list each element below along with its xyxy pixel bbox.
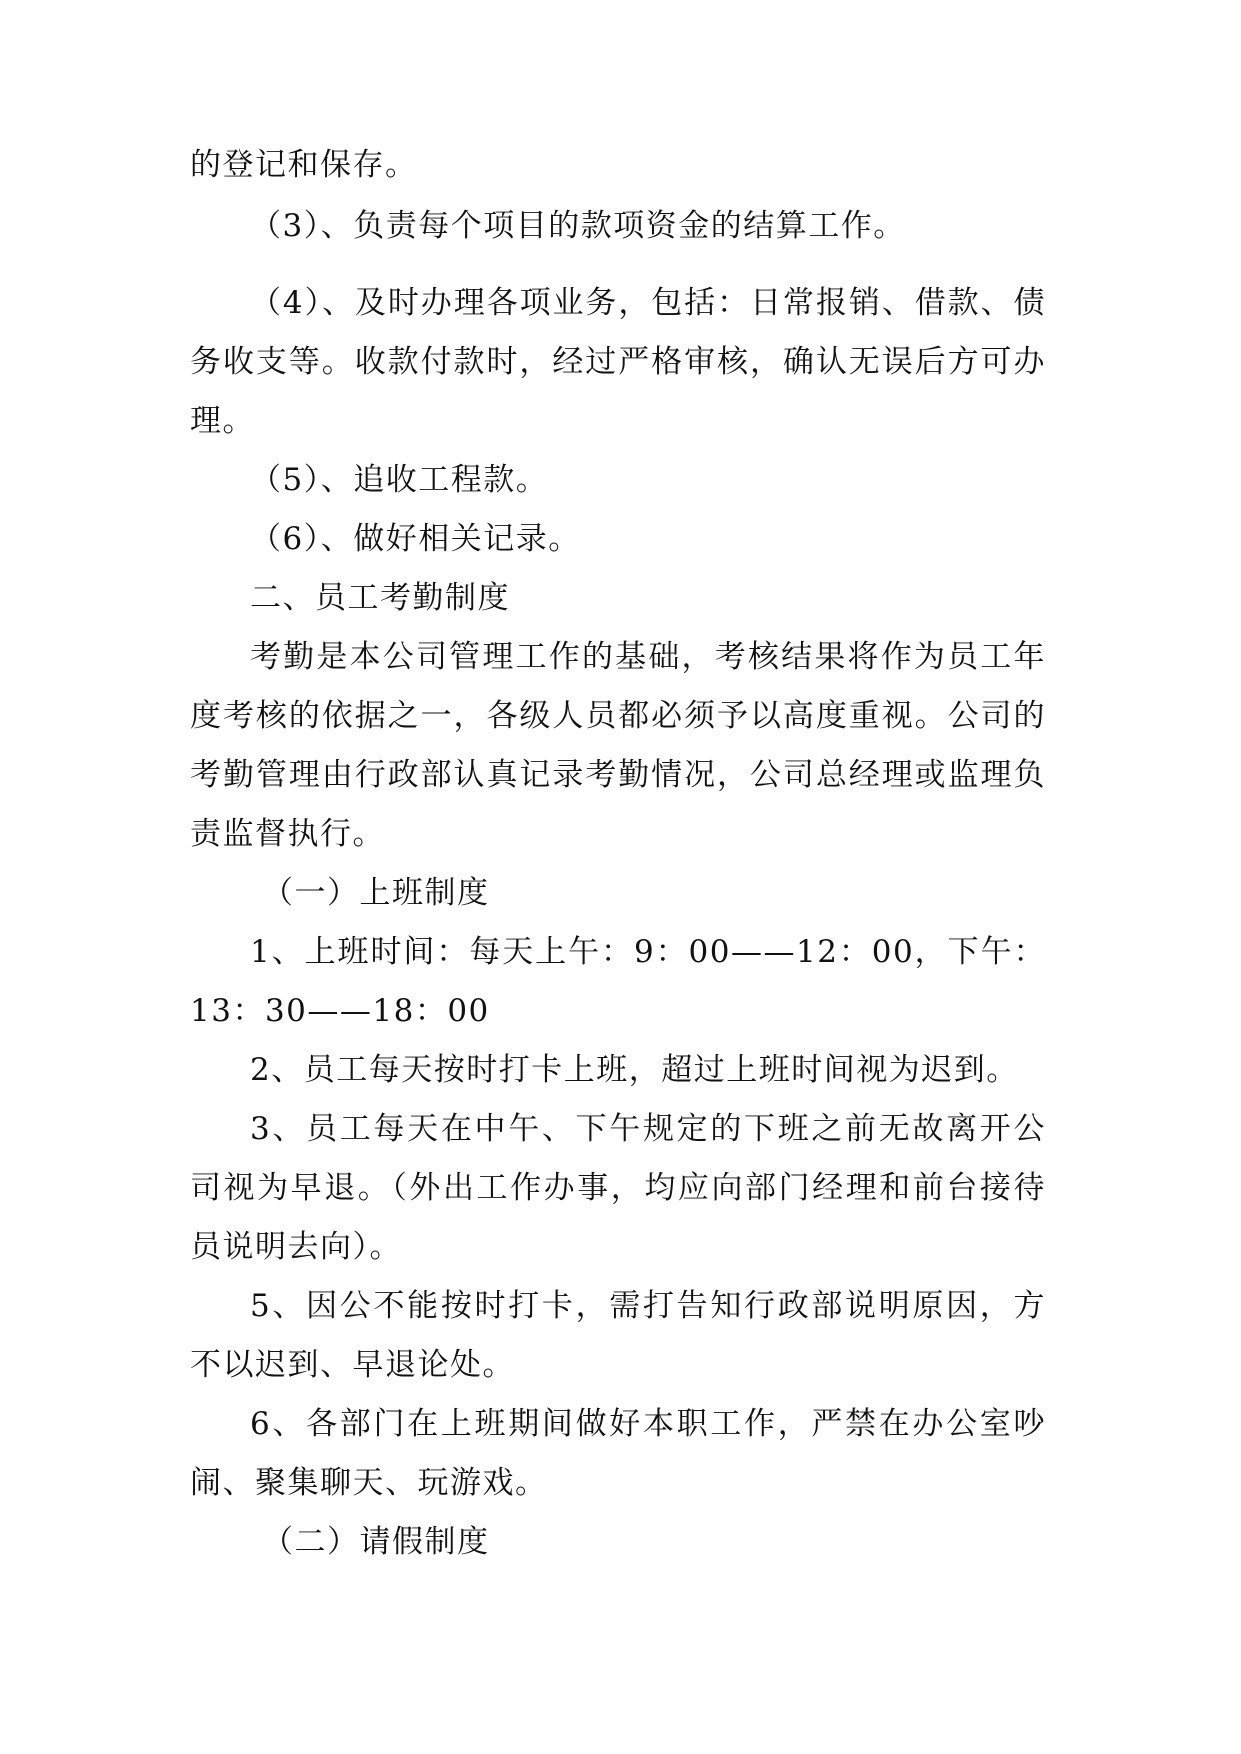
text-line: 理。 bbox=[190, 403, 255, 439]
text-line: （3）、负责每个项目的款项资金的结算工作。 bbox=[250, 208, 906, 244]
text-line: 司视为早退。（外出工作办事，均应向部门经理和前台接待 bbox=[190, 1170, 1046, 1206]
text-line: 3、员工每天在中午、下午规定的下班之前无故离开公 bbox=[250, 1111, 1046, 1147]
text-line: （6）、做好相关记录。 bbox=[250, 521, 581, 557]
text-line: 闹、聚集聊天、玩游戏。 bbox=[190, 1465, 548, 1501]
text-line: 考勤管理由行政部认真记录考勤情况，公司总经理或监理负 bbox=[190, 757, 1046, 793]
text-line: 13：30——18：00 bbox=[190, 993, 490, 1029]
section-heading: 二、员工考勤制度 bbox=[250, 580, 510, 616]
text-line: （5）、追收工程款。 bbox=[250, 462, 549, 498]
subsection-heading: （一）上班制度 bbox=[262, 875, 490, 911]
text-line: 2、员工每天按时打卡上班，超过上班时间视为迟到。 bbox=[250, 1052, 1019, 1088]
text-line: 责监督执行。 bbox=[190, 816, 385, 852]
text-line: （4）、及时办理各项业务，包括：日常报销、借款、债 bbox=[250, 285, 1046, 321]
text-line: 考勤是本公司管理工作的基础，考核结果将作为员工年 bbox=[250, 639, 1046, 675]
text-line: 1、上班时间：每天上午：9：00——12：00，下午： bbox=[250, 934, 1046, 970]
text-line: 务收支等。收款付款时，经过严格审核，确认无误后方可办 bbox=[190, 344, 1046, 380]
text-line: 不以迟到、早退论处。 bbox=[190, 1347, 515, 1383]
text-line: 度考核的依据之一，各级人员都必须予以高度重视。公司的 bbox=[190, 698, 1046, 734]
text-line: 5、因公不能按时打卡，需打告知行政部说明原因，方 bbox=[250, 1288, 1046, 1324]
text-line: 员说明去向）。 bbox=[190, 1229, 402, 1265]
text-line: 6、各部门在上班期间做好本职工作，严禁在办公室吵 bbox=[250, 1406, 1046, 1442]
text-line: 的登记和保存。 bbox=[190, 147, 418, 183]
subsection-heading: （二）请假制度 bbox=[262, 1524, 490, 1560]
